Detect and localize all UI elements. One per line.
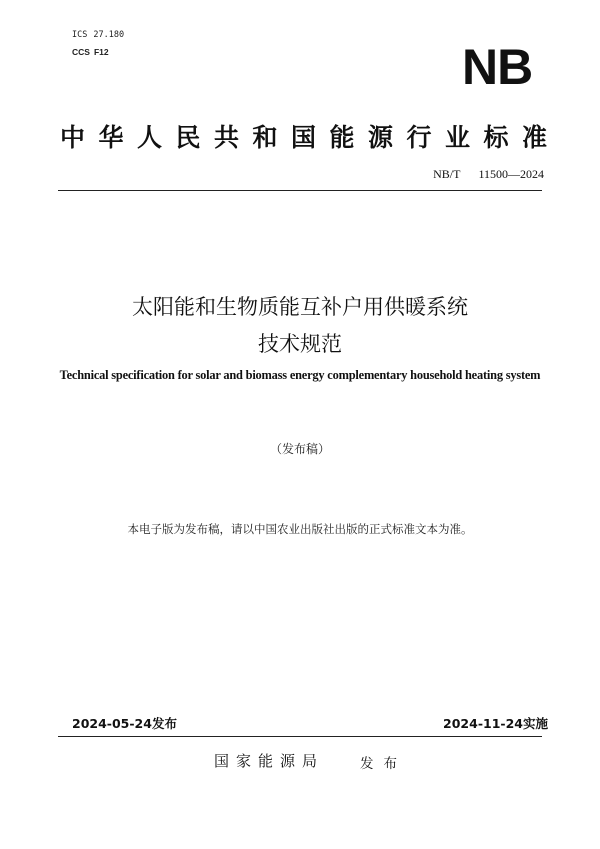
chinese-title-line-2: 技术规范: [258, 332, 342, 356]
publish-date: 2024-05-24发布: [72, 716, 177, 731]
header-divider: [58, 190, 542, 191]
chinese-title-line-1: 太阳能和生物质能互补户用供暖系统: [132, 295, 468, 319]
nb-logo: NB: [462, 39, 533, 95]
ics-label: ICS: [72, 30, 88, 40]
ccs-code: F12: [93, 47, 109, 57]
standard-code: 11500—2024: [478, 167, 544, 181]
standard-prefix: NB/T: [433, 167, 461, 181]
ics-code: 27.180: [93, 30, 125, 40]
issuing-authority: 国家能源局: [214, 752, 325, 770]
draft-status: （发布稿）: [269, 442, 330, 456]
industry-standard-title: 中华人民共和国能源行业标准: [60, 123, 561, 152]
implement-date: 2024-11-24实施: [443, 716, 548, 731]
ics-classification: [72, 30, 130, 40]
english-title: Technical specification for solar and biomass energy complementary household heating system: [59, 368, 541, 382]
standard-number: [400, 167, 544, 182]
edition-notice: 本电子版为发布稿，请以中国农业出版社出版的正式标准文本为准。: [127, 522, 473, 536]
issue-label: 发布: [360, 756, 407, 772]
footer-divider: [58, 736, 542, 737]
ccs-label: CCS: [72, 47, 90, 57]
ccs-classification: [72, 47, 113, 57]
